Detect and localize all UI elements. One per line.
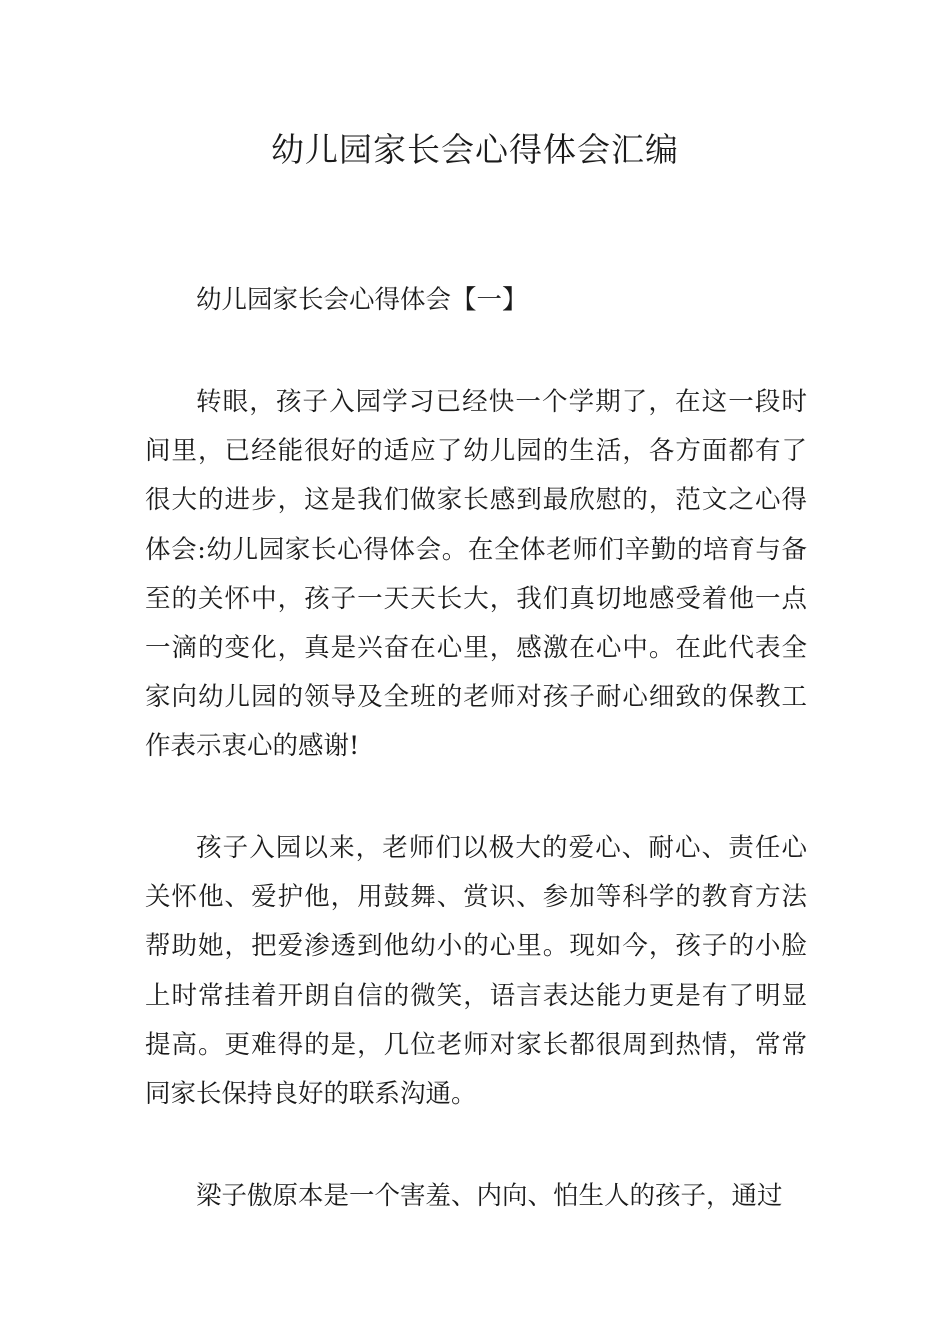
document-title: 幼儿园家长会心得体会汇编 <box>271 130 679 169</box>
body-paragraph: 梁子傲原本是一个害羞、内向、怕生人的孩子，通过 <box>196 1181 783 1211</box>
body-paragraph: 孩子入园以来，老师们以极大的爱心、耐心、责任心关怀他、爱护他，用鼓舞、赏识、参加等科学的教育方法帮助她，把爱渗透到他幼小的心里。现如今，孩子的小脸上时常挂着开朗自信的微笑，语言表达能力更是有了明显提高。更难得的是，几位老师对家长都很周到热情，常常同家长保持良好的联系沟通。 <box>145 833 807 1110</box>
section-heading: 幼儿园家长会心得体会【一】 <box>196 285 528 315</box>
body-paragraph: 转眼，孩子入园学习已经快一个学期了，在这一段时间里，已经能很好的适应了幼儿园的生活，各方面都有了很大的进步，这是我们做家长感到最欣慰的，范文之心得体会:幼儿园家长心得体会。在全体老师们辛勤的培育与备至的关怀中，孩子一天天长大，我们真切地感受着他一点一滴的变化，真是兴奋在心里，感激在心中。在此代表全家向幼儿园的领导及全班的老师对孩子耐心细致的保教工作表示衷心的感谢! <box>145 387 807 762</box>
